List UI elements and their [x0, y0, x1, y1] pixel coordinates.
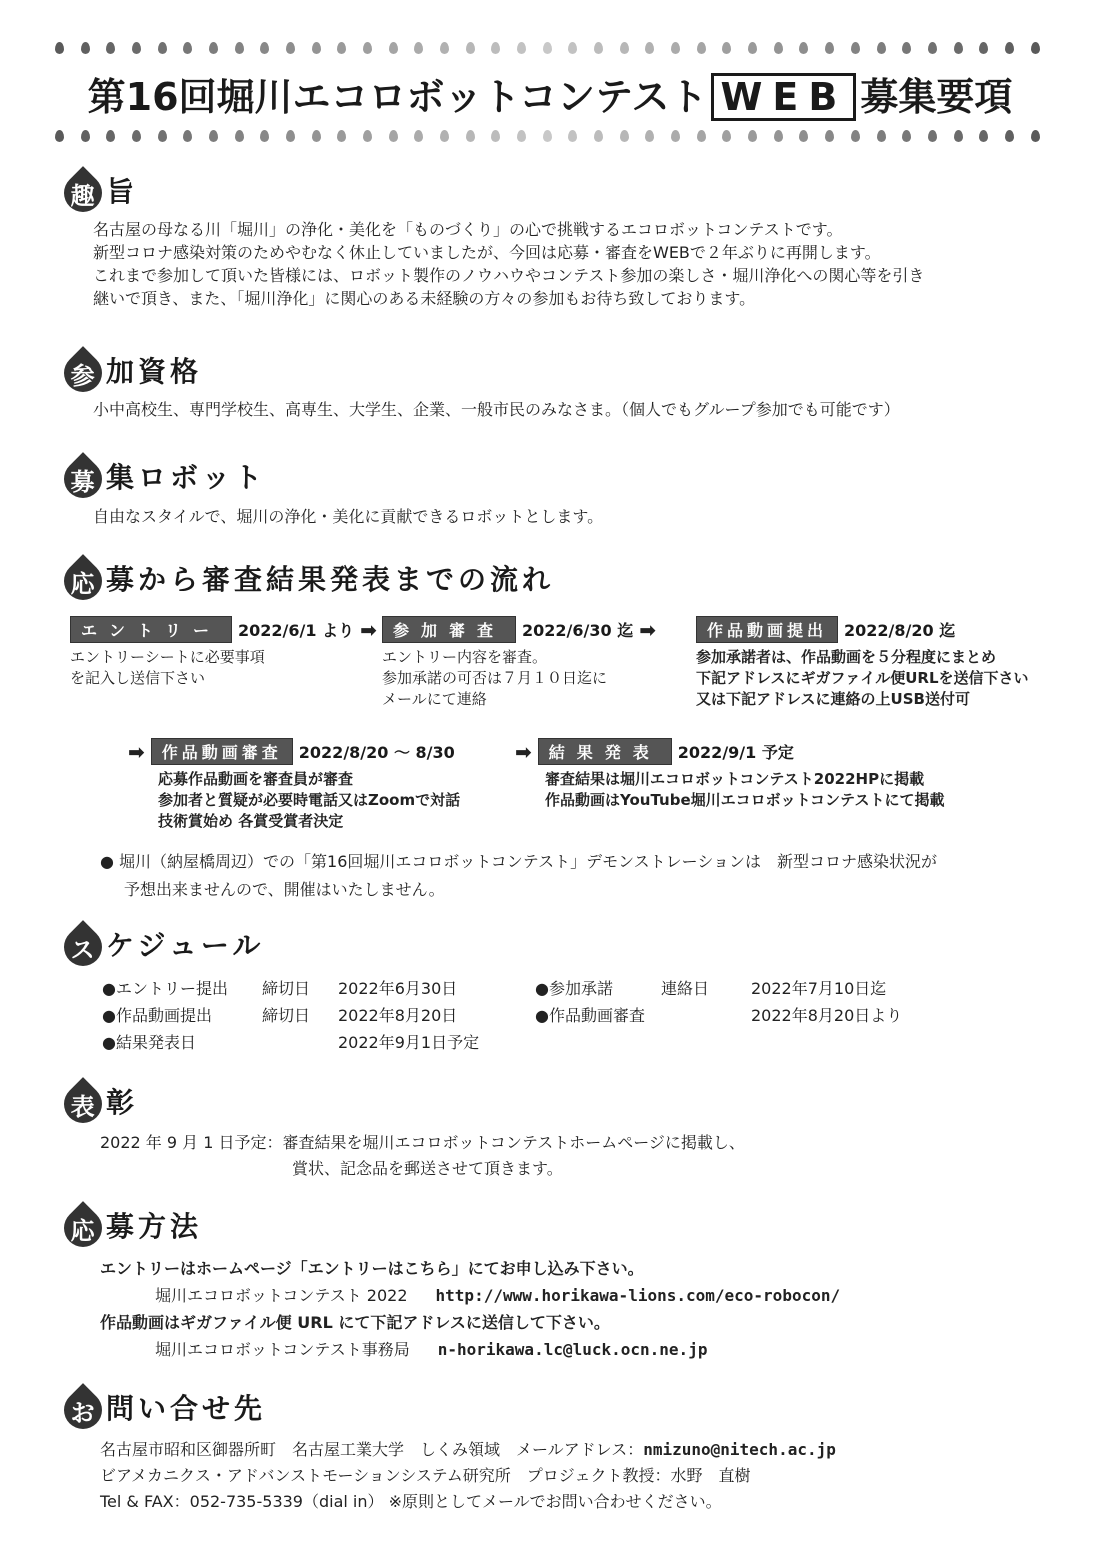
drop-icon: ス [56, 920, 110, 974]
section-purpose-heading: 趣 旨 [64, 164, 138, 216]
dot-ornament [748, 42, 757, 54]
dot-ornament [81, 42, 90, 54]
section-eligibility-heading: 参 加資格 [64, 344, 202, 396]
drop-icon: お [56, 1383, 110, 1437]
schedule-item: ●結果発表日 2022年9月1日予定 [102, 1033, 480, 1052]
section-award-heading: 表 彰 [64, 1075, 138, 1127]
eligibility-text: 小中高校生、専門学校生、高専生、大学生、企業、一般市民のみなさま。（個人でもグループ参加でも可能です） [93, 400, 900, 419]
dot-ornament [132, 130, 141, 142]
dot-ornament [697, 130, 706, 142]
dot-ornament [312, 130, 321, 142]
dot-ornament [466, 42, 475, 54]
dot-ornament [132, 42, 141, 54]
award-text: 2022 年 9 月 1 日予定：審査結果を堀川エコロボットコンテストホームページに掲載し、 賞状、記念品を郵送させて頂きます。 [100, 1133, 745, 1178]
dot-ornament [363, 130, 372, 142]
top-dot-border [55, 42, 1040, 54]
drop-icon: 募 [56, 452, 110, 506]
dot-ornament [286, 42, 295, 54]
demo-note: ● 堀川（納屋橋周辺）での「第16回堀川エコロボットコンテスト」デモンストレーションは 新型コロナ感染状況が 予想出来ませんので、開催はいたしません。 [100, 852, 938, 899]
dot-ornament [1031, 42, 1040, 54]
dot-ornament [81, 130, 90, 142]
dot-ornament [414, 130, 423, 142]
dot-ornament [928, 42, 937, 54]
dot-ornament [286, 130, 295, 142]
dot-ornament [594, 42, 603, 54]
dot-ornament [517, 130, 526, 142]
flow-step-video-submit: 作品動画提出 2022/8/20 迄 参加承諾者は、作品動画を５分程度にまとめ 下記アドレスにギガファイル便URLを送信下さい 又は下記アドレスに連絡の上USB送付可 [696, 616, 1029, 710]
dot-ornament [312, 42, 321, 54]
arrow-right-icon: ➡ [128, 739, 145, 764]
dot-ornament [645, 130, 654, 142]
dot-ornament [183, 130, 192, 142]
dot-ornament [620, 42, 629, 54]
dot-ornament [337, 42, 346, 54]
dot-ornament [928, 130, 937, 142]
dot-ornament [543, 130, 552, 142]
schedule-item: ●作品動画提出 締切日 2022年8月20日 [102, 1006, 458, 1025]
section-apply-heading: 応 募方法 [64, 1199, 202, 1251]
dot-ornament [748, 130, 757, 142]
homepage-link[interactable]: http://www.horikawa-lions.com/eco-robocon/ [435, 1286, 841, 1305]
section-robot-heading: 募 集ロボット [64, 450, 266, 502]
robot-text: 自由なスタイルで、堀川の浄化・美化に貢献できるロボットとします。 [93, 507, 604, 526]
dot-ornament [697, 42, 706, 54]
schedule-item: ●作品動画審査 2022年8月20日より [535, 1006, 903, 1025]
drop-icon: 応 [56, 1201, 110, 1255]
dot-ornament [466, 130, 475, 142]
dot-ornament [877, 42, 886, 54]
web-badge: WEB [711, 73, 856, 121]
drop-icon: 表 [56, 1077, 110, 1131]
schedule-item: ●エントリー提出 締切日 2022年6月30日 [102, 979, 458, 998]
dot-ornament [389, 42, 398, 54]
dot-ornament [799, 42, 808, 54]
schedule-item: ●参加承諾 連絡日 2022年7月10日迄 [535, 979, 887, 998]
flow-step-review: 参加審査 2022/6/30 迄 ➡ エントリー内容を審査。 参加承諾の可否は７月１０日迄に メールにて連絡 [382, 617, 656, 708]
dot-ornament [671, 42, 680, 54]
flow-step-entry: エントリー 2022/6/1 より ➡ エントリーシートに必要事項 を記入し送信下さい [70, 617, 377, 687]
contact-email-link[interactable]: nmizuno@nitech.ac.jp [643, 1440, 836, 1459]
section-contact-heading: お 問い合せ先 [64, 1381, 266, 1433]
dot-ornament [235, 42, 244, 54]
dot-ornament [440, 130, 449, 142]
arrow-right-icon: ➡ [639, 617, 656, 642]
dot-ornament [209, 130, 218, 142]
dot-ornament [106, 130, 115, 142]
dot-ornament [517, 42, 526, 54]
dot-ornament [799, 130, 808, 142]
section-flow-heading: 応 募から審査結果発表までの流れ [64, 552, 554, 604]
dot-ornament [979, 130, 988, 142]
dot-ornament [877, 130, 886, 142]
dot-ornament [260, 42, 269, 54]
arrow-right-icon: ➡ [515, 739, 532, 764]
dot-ornament [440, 42, 449, 54]
page-title: 第16回堀川エコロボットコンテスト WEB 募集要項 [87, 75, 1013, 119]
dot-ornament [158, 42, 167, 54]
bottom-dot-border [55, 130, 1040, 142]
dot-ornament [209, 42, 218, 54]
dot-ornament [851, 42, 860, 54]
dot-ornament [825, 42, 834, 54]
drop-icon: 応 [56, 554, 110, 608]
dot-ornament [671, 130, 680, 142]
dot-ornament [825, 130, 834, 142]
dot-ornament [106, 42, 115, 54]
dot-ornament [568, 130, 577, 142]
dot-ornament [979, 42, 988, 54]
dot-ornament [620, 130, 629, 142]
contact-text: 名古屋市昭和区御器所町 名古屋工業大学 しくみ領域 メールアドレス：nmizuno@nitech.ac.jp ビアメカニクス・アドバンストモーションシステム研究所 プロジェクト教授：水野 直樹 Tel & FAX：052-735-5339（dial in） ※原則としてメールでお問い合わせください。 [100, 1440, 836, 1511]
dot-ornament [414, 42, 423, 54]
dot-ornament [1005, 130, 1014, 142]
flow-step-video-review: ➡ 作品動画審査 2022/8/20 ～ 8/30 応募作品動画を審査員が審査 参加者と質疑が必要時電話又はZoomで対話 技術賞始め 各賞受賞者決定 [128, 739, 461, 830]
office-email-link[interactable]: n-horikawa.lc@luck.ocn.ne.jp [437, 1340, 708, 1359]
arrow-right-icon: ➡ [360, 617, 377, 642]
dot-ornament [1005, 42, 1014, 54]
dot-ornament [594, 130, 603, 142]
dot-ornament [954, 42, 963, 54]
dot-ornament [183, 42, 192, 54]
purpose-text: 名古屋の母なる川「堀川」の浄化・美化を「ものづくり」の心で挑戦するエコロボットコンテストです。 新型コロナ感染対策のためやむなく休止していましたが、今回は応募・審査をWEBで２年ぶりに再開します。 これまで参加して頂いた皆様には、ロボット製作のノウハウやコンテスト参加の楽しさ・堀川浄化への関心等を引き 継いで頂き、また、「堀川浄化」に関心のある未経験の方々の参加もお待ち致しております。 [93, 220, 925, 308]
section-schedule-heading: ス ケジュール [64, 918, 264, 970]
drop-icon: 参 [56, 346, 110, 400]
dot-ornament [491, 130, 500, 142]
dot-ornament [774, 42, 783, 54]
dot-ornament [543, 42, 552, 54]
drop-icon: 趣 [56, 166, 110, 220]
dot-ornament [851, 130, 860, 142]
dot-ornament [491, 42, 500, 54]
dot-ornament [363, 42, 372, 54]
dot-ornament [774, 130, 783, 142]
dot-ornament [645, 42, 654, 54]
dot-ornament [337, 130, 346, 142]
dot-ornament [1031, 130, 1040, 142]
dot-ornament [902, 130, 911, 142]
dot-ornament [158, 130, 167, 142]
dot-ornament [55, 42, 64, 54]
dot-ornament [260, 130, 269, 142]
dot-ornament [55, 130, 64, 142]
apply-text: エントリーはホームページ「エントリーはこちら」にてお申し込み下さい。 堀川エコロボットコンテスト 2022 http://www.horikawa-lions.com/eco-robocon/ 作品動画はギガファイル便 URL にて下記アドレスに送信して下さい。 堀川エコロボットコンテスト事務局 n-horikawa.lc@luck.ocn.ne.jp [100, 1259, 841, 1359]
dot-ornament [389, 130, 398, 142]
dot-ornament [902, 42, 911, 54]
dot-ornament [722, 130, 731, 142]
flow-step-results: ➡ 結果発表 2022/9/1 予定 審査結果は堀川エコロボットコンテスト2022HPに掲載 作品動画はYouTube堀川エコロボットコンテストにて掲載 [515, 739, 945, 809]
dot-ornament [722, 42, 731, 54]
dot-ornament [568, 42, 577, 54]
dot-ornament [235, 130, 244, 142]
dot-ornament [954, 130, 963, 142]
